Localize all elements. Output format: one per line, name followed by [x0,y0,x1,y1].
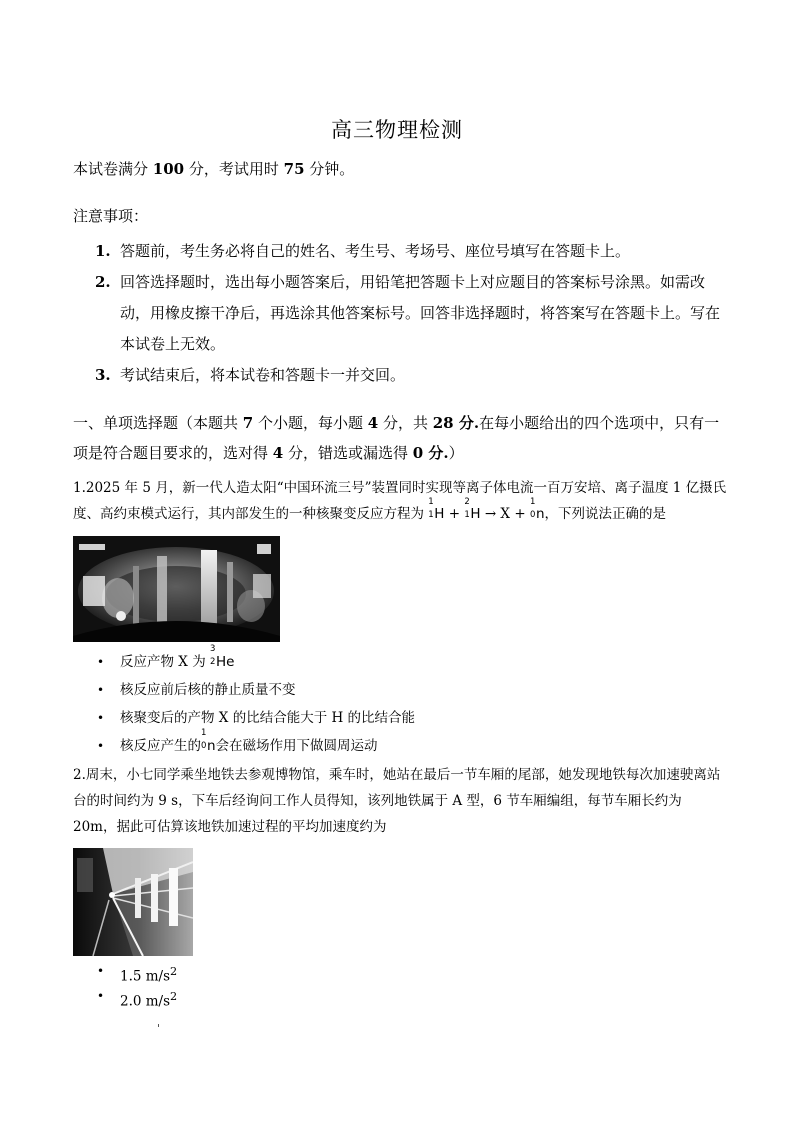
charge-number: 0 [201,741,207,751]
tokamak-photo-image [73,536,280,642]
element-symbol: H [470,506,481,522]
section-total: 28 [432,414,454,432]
notes-list [73,236,723,391]
charge-number: 1 [464,510,470,520]
plus-sign: + [448,506,461,522]
nuclide [201,728,216,760]
correct-points: 4 [272,444,284,462]
intro-text: 本试卷满分 [73,160,153,178]
exam-intro [73,158,354,179]
mass-number: 3 [210,644,216,654]
mass-number: 1 [201,728,207,738]
option-text: 核聚变后的产物 X 的比结合能大于 H 的比结合能 [120,710,416,726]
notes-heading: 注意事项： [73,207,149,225]
points-per-question: 4 [367,414,379,432]
product-symbol: X [500,506,511,522]
full-score: 100 [152,160,185,178]
element-symbol: H [434,506,445,522]
element-symbol: n [207,738,216,754]
section-heading [73,408,723,468]
note-text: 回答选择题时，选出每小题答案后，用铅笔把答题卡上对应题目的答案标号涂黑。如需改动，用橡皮擦干净后，再选涂其他答案标号。回答非选择题时，将答案写在答题卡上。写在本试卷上无效。 [120,273,721,353]
wrong-points: 0 [412,444,424,462]
mass-number: 1 [428,497,434,507]
note-item [73,236,723,267]
charge-number: 0 [529,510,536,520]
unit-exponent: 2 [170,965,178,978]
option-text: 反应产物 X 为 [120,654,210,670]
option-text: 核反应产生的 [120,738,201,754]
option-b[interactable] [97,984,177,1009]
mass-number: 1 [529,497,536,507]
section-text: 分，共 [378,414,433,432]
nuclide [428,497,445,527]
question-2-options [97,959,177,1009]
option-text: 2.0 m/s [120,993,171,1010]
exam-time: 75 [283,160,305,178]
option-d[interactable] [97,728,415,760]
intro-text: 分钟。 [304,160,355,178]
question-text: 2.周末，小七同学乘坐地铁去参观博物馆，乘车时，她站在最后一节车厢的尾部，她发现地铁每次加速驶离站台的时间约为 9 s，下车后经询问工作人员得知，该列地铁属于 A 型，6 节车厢编组，每节车厢长约为 20m，据此可估算该地铁加速过程的平均加速度约为 [73,767,721,835]
section-text: ） [448,444,464,462]
scan-speck [158,1024,159,1027]
mass-number: 2 [464,497,470,507]
option-b[interactable] [97,676,415,704]
section-text: 个小题，每小题 [253,414,368,432]
element-symbol: He [216,654,235,670]
note-text: 考试结束后，将本试卷和答题卡一并交回。 [120,366,406,384]
note-text: 答题前，考生务必将自己的姓名、考生号、考场号、座位号填写在答题卡上。 [120,242,631,260]
subway-photo-image [73,848,193,956]
element-symbol: n [535,506,545,522]
nuclide [210,644,235,676]
question-1-options [97,644,416,760]
charge-number: 2 [210,657,216,667]
option-a[interactable] [97,959,177,984]
option-text: 会在磁场作用下做圆周运动 [215,738,378,754]
plus-sign: + [514,506,526,522]
option-a[interactable] [97,644,415,676]
section-text: 分. [423,444,449,462]
nuclide [464,497,481,527]
reaction-arrow: → [484,506,497,522]
section-text: 在每小题给出的四个选项中，只有一项是符合题目要求的，选对得 [73,414,720,462]
intro-text: 分，考试用时 [184,160,284,178]
note-number: 3. [95,366,111,384]
note-item [73,267,723,360]
charge-number: 1 [428,510,434,520]
note-number: 2. [95,273,111,291]
section-text: 一、单项选择题（本题共 [73,414,243,432]
subway-photo [73,848,193,956]
question-count: 7 [242,414,254,432]
note-item [73,360,723,391]
note-number: 1. [95,242,111,260]
question-text: 1.2025 年 5 月，新一代人造太阳“中国环流三号”装置同时实现等离子体电流一百万安培、离子温度 1 亿摄氏度、高约束模式运行，其内部发生的一种核聚变反应方程为 [73,480,727,522]
page-title: 高三物理检测 [331,118,463,142]
question-2-stem [73,762,728,840]
section-text: 分，错选或漏选得 [283,444,413,462]
question-1-stem [73,475,728,527]
unit-exponent: 2 [170,990,178,1003]
tokamak-photo [73,536,280,642]
section-text: 分. [453,414,480,432]
option-text: 1.5 m/s [120,968,171,985]
question-text: ，下列说法正确的是 [544,506,667,522]
nuclide [529,497,545,527]
option-c[interactable] [97,704,415,732]
option-text: 核反应前后核的静止质量不变 [120,682,296,698]
